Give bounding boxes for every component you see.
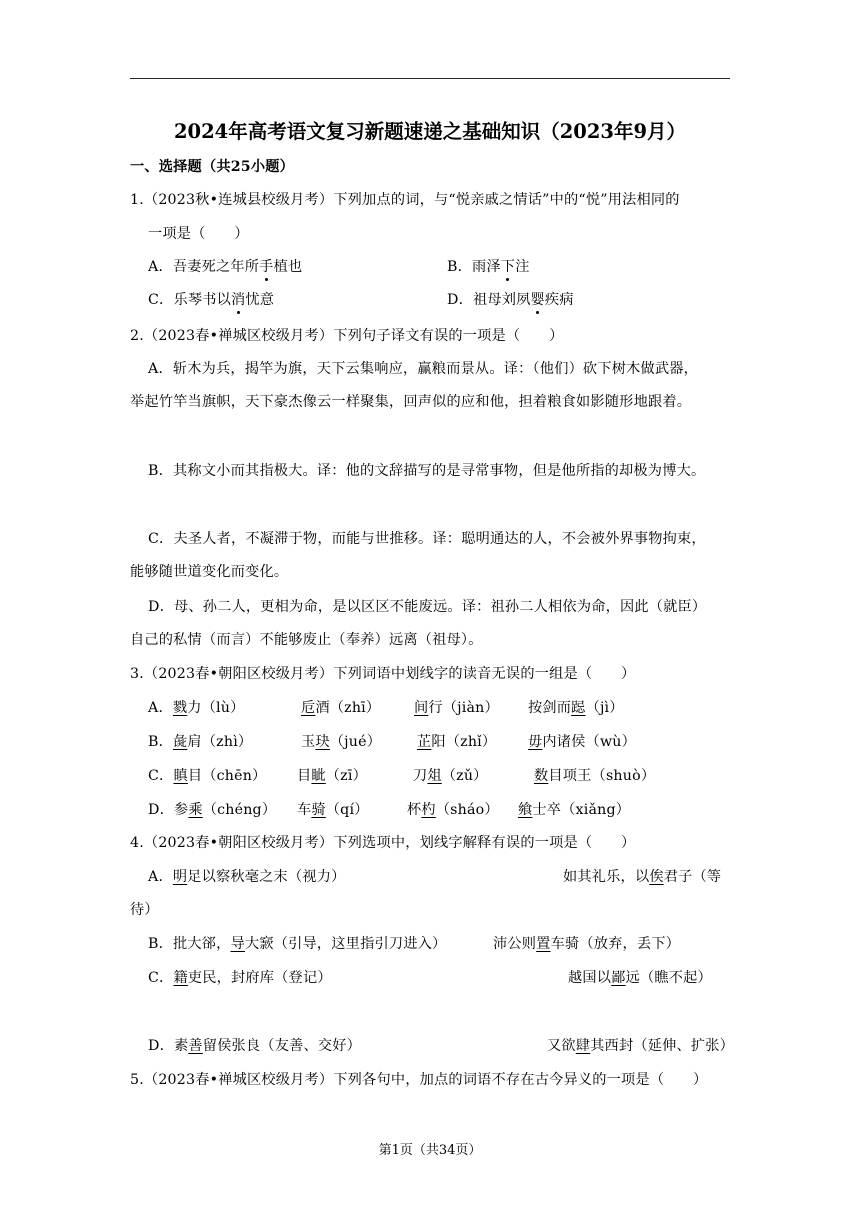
q3-option-d: D．参乘（chéng） bbox=[148, 802, 277, 818]
q1-option-d: D．祖母刘夙婴疾病 bbox=[447, 292, 574, 308]
q4-option-d-right: 又欲肆其西封（延伸、扩张） bbox=[547, 1038, 735, 1054]
q2-option-c-cont: 能够随世道变化而变化。 bbox=[130, 564, 289, 580]
q3-option-a: A．戮力（lù） bbox=[148, 700, 245, 716]
q3-option-d-word3: 杯杓（sháo） bbox=[407, 802, 499, 818]
q4-option-b-right: 沛公则置车骑（放弃，丢下） bbox=[493, 936, 681, 952]
page-footer: 第1页（共34页） bbox=[378, 1143, 482, 1158]
q1-option-b: B．雨泽下注 bbox=[447, 259, 530, 275]
q2-option-d: D．母、孙二人，更相为命，是以区区不能废远。译：祖孙二人相依为命，因此（就臣） bbox=[148, 599, 707, 615]
q3-option-b-word3: 芷阳（zhǐ） bbox=[417, 734, 497, 750]
q1-option-a: A．吾妻死之年所手植也 bbox=[148, 259, 303, 275]
q2-option-b: B．其称文小而其指极大。译：他的文辞描写的是寻常事物，但是他所指的却极为博大。 bbox=[148, 463, 706, 479]
q4-option-b: B．批大郤，导大窾（引导，这里指引刀进入） bbox=[148, 936, 447, 952]
q2-stem: 2.（2023春•禅城区校级月考）下列句子译文有误的一项是（ ） bbox=[130, 328, 564, 344]
q4-option-a-right: 如其礼乐，以俟君子（等 bbox=[563, 869, 722, 885]
section-heading: 一、选择题（共25小题） bbox=[130, 159, 295, 175]
q4-option-a-wrap: 待） bbox=[130, 902, 159, 918]
q2-option-a-cont: 举起竹竿当旗帜，天下豪杰像云一样聚集，回声似的应和他，担着粮食如影随形地跟着。 bbox=[130, 394, 692, 410]
q5-stem: 5.（2023春•禅城区校级月考）下列各句中，加点的词语不存在古今异义的一项是（ ） bbox=[130, 1072, 708, 1088]
q2-option-c: C．夫圣人者，不凝滞于物，而能与世推移。译：聪明通达的人，不会被外界事物拘束， bbox=[148, 531, 706, 547]
q3-option-b-word2: 玉玦（jué） bbox=[301, 734, 382, 750]
document-title: 2024年高考语文复习新题速递之基础知识（2023年9月） bbox=[173, 120, 687, 143]
q3-option-c-word2: 目眦（zī） bbox=[297, 768, 367, 784]
q1-stem-cont: 一项是（ ） bbox=[148, 226, 249, 242]
q3-option-a-word2: 卮酒（zhī） bbox=[301, 700, 381, 716]
q3-option-b: B．彘肩（zhì） bbox=[148, 734, 253, 750]
q4-option-c-right: 越国以鄙远（瞧不起） bbox=[568, 970, 712, 986]
q3-stem: 3.（2023春•朝阳区校级月考）下列词语中划线字的读音无误的一组是（ ） bbox=[130, 666, 636, 682]
q4-option-d: D．素善留侯张良（友善、交好） bbox=[148, 1038, 362, 1054]
q2-option-d-cont: 自己的私情（而言）不能够废止（奉养）远离（祖母）。 bbox=[130, 632, 483, 648]
q3-option-d-word4: 飨士卒（xiǎng） bbox=[518, 802, 631, 818]
q3-option-c: C．瞋目（chēn） bbox=[148, 768, 267, 784]
q3-option-c-word3: 刀俎（zǔ） bbox=[413, 768, 488, 784]
q4-option-a: A．明足以察秋毫之末（视力） bbox=[148, 869, 346, 885]
q2-option-a: A．斩木为兵，揭竿为旗，天下云集响应，赢粮而景从。译：（他们）砍下树木做武器， bbox=[148, 361, 699, 377]
q1-stem: 1.（2023秋•连城县校级月考）下列加点的词，与“悦亲戚之情话”中的“悦”用法相同的 bbox=[130, 192, 680, 208]
q1-option-c: C．乐琴书以消忧意 bbox=[148, 292, 275, 308]
q4-option-c: C．籍吏民，封府库（登记） bbox=[148, 970, 332, 986]
q3-option-c-word4: 数目项王（shuò） bbox=[534, 768, 656, 784]
header-rule bbox=[130, 78, 730, 79]
q3-option-a-word4: 按剑而跽（jì） bbox=[528, 700, 624, 716]
q3-option-d-word2: 车骑（qí） bbox=[297, 802, 369, 818]
q3-option-b-word4: 毋内诸侯（wù） bbox=[528, 734, 637, 750]
q4-stem: 4.（2023春•朝阳区校级月考）下列选项中，划线字解释有误的一项是（ ） bbox=[130, 835, 636, 851]
q3-option-a-word3: 间行（jiàn） bbox=[414, 700, 499, 716]
